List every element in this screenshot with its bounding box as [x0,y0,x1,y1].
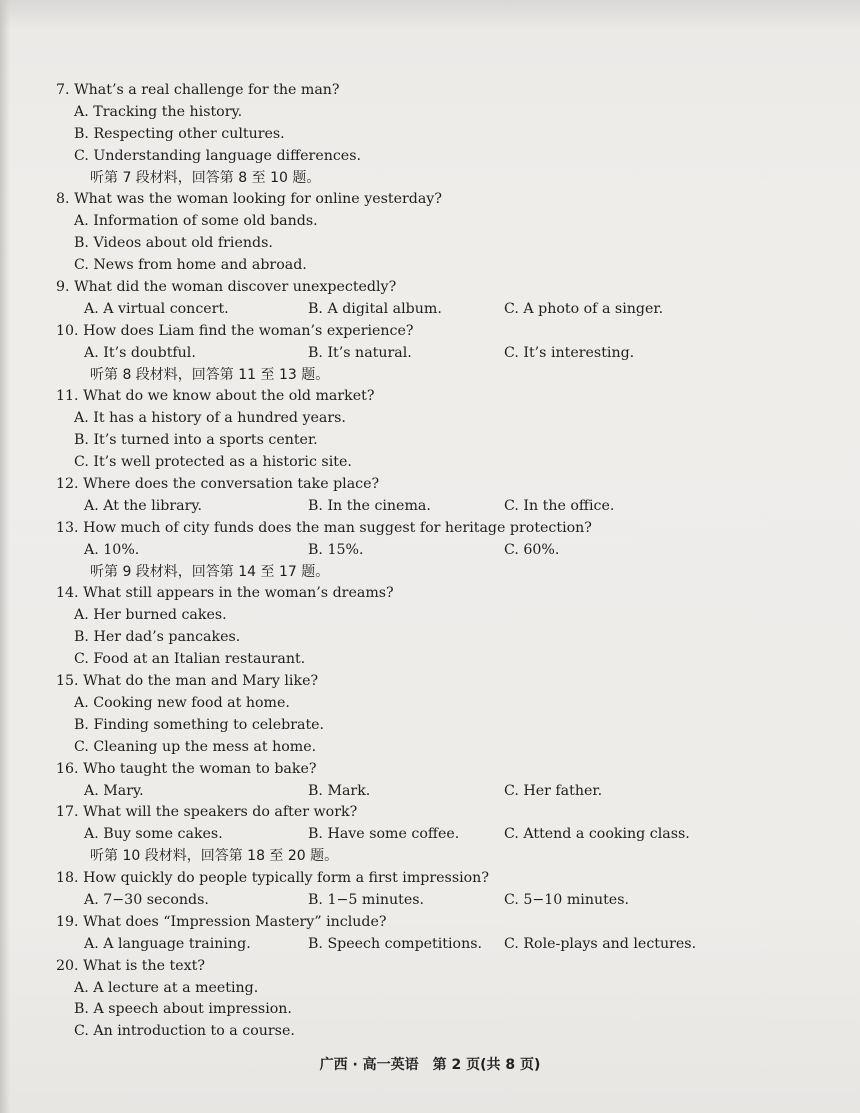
answer-option: C. An introduction to a course. [74,1023,295,1040]
answer-option: A. A language training. [84,935,251,952]
answer-option: A. Her burned cakes. [74,607,227,624]
question-number: 12. [56,476,79,493]
question-text: What do we know about the old market? [83,388,375,405]
question-number: 18. [56,870,79,887]
question-text: What does “Impression Mastery” include? [83,913,387,930]
answer-option: B. Speech competitions. [308,935,482,952]
question-text: What is the text? [83,957,205,974]
answer-option: C. A photo of a singer. [504,300,664,317]
option-row [56,540,696,562]
answer-option: C. Food at an Italian restaurant. [74,651,306,668]
question-text: How much of city funds does the man suggest for heritage protection? [83,519,592,536]
answer-option: C. Her father. [504,782,603,799]
answer-option: B. It’s turned into a sports center. [74,432,318,449]
answer-option: A. 10%. [84,541,140,558]
question-stem [56,802,696,824]
section-instruction: 听第 7 段材料，回答第 8 至 10 题。 [90,169,321,186]
question-text: What do the man and Mary like? [83,673,319,690]
option-row [56,890,696,912]
question-stem [56,189,696,211]
question-number: 17. [56,804,79,821]
answer-option: A. It has a history of a hundred years. [74,410,346,427]
question-number: 20. [56,957,79,974]
question-text: What did the woman discover unexpectedly? [74,279,397,296]
answer-option: C. Role-plays and lectures. [504,935,697,952]
question-number: 9. [56,279,70,296]
question-stem [56,912,696,934]
answer-option: C. News from home and abroad. [74,257,307,274]
answer-option: B. Her dad’s pancakes. [74,629,241,646]
answer-option: A. A virtual concert. [84,300,229,317]
question-text: Where does the conversation take place? [83,476,380,493]
answer-option: B. A speech about impression. [74,1001,292,1018]
question-stem [56,759,696,781]
question-text: Who taught the woman to bake? [83,760,317,777]
question-number: 8. [56,191,70,208]
answer-option: A. A lecture at a meeting. [74,979,259,996]
question-number: 11. [56,388,79,405]
option-row [56,934,696,956]
answer-option: B. 1−5 minutes. [308,891,425,908]
question-number: 7. [56,82,70,98]
section-instruction: 听第 8 段材料，回答第 11 至 13 题。 [90,366,330,383]
answer-option: A. Information of some old bands. [74,213,318,230]
question-stem [56,671,696,693]
answer-option: C. In the office. [504,497,615,514]
answer-option: A. It’s doubtful. [84,344,196,361]
answer-option: A. Tracking the history. [74,103,243,120]
question-number: 16. [56,760,79,777]
question-stem [56,956,696,978]
question-number: 15. [56,673,79,690]
answer-option: C. It’s well protected as a historic site. [74,454,352,471]
option-row [56,496,696,518]
question-stem [56,386,696,408]
question-stem [56,80,696,102]
answer-option: B. Finding something to celebrate. [74,716,325,733]
question-text: What’s a real challenge for the man? [74,82,340,98]
answer-option: B. 15%. [308,541,364,558]
answer-option: A. Mary. [84,782,144,799]
answer-option: B. Mark. [308,782,371,799]
section-instruction: 听第 9 段材料，回答第 14 至 17 题。 [90,563,330,580]
option-row [56,343,696,365]
question-text: What still appears in the woman’s dreams? [83,585,394,602]
answer-option: B. Videos about old friends. [74,235,273,252]
question-stem [56,518,696,540]
answer-option: B. Respecting other cultures. [74,125,285,142]
answer-option: A. 7−30 seconds. [84,891,209,908]
question-number: 14. [56,585,79,602]
question-number: 19. [56,913,79,930]
answer-option: B. Have some coffee. [308,826,460,843]
question-stem [56,474,696,496]
question-text: What was the woman looking for online yesterday? [74,191,442,208]
answer-option: B. In the cinema. [308,497,431,514]
question-text: What will the speakers do after work? [83,804,358,821]
question-stem [56,277,696,299]
answer-option: B. It’s natural. [308,344,412,361]
answer-option: C. Understanding language differences. [74,147,361,164]
question-stem [56,321,696,343]
question-stem [56,583,696,605]
answer-option: A. Buy some cakes. [84,826,223,843]
page-footer: 广西 · 高一英语 第 2 页(共 8 页) [319,1057,541,1073]
question-number: 13. [56,519,79,536]
answer-option: C. Attend a cooking class. [504,826,690,843]
option-row [56,781,696,803]
answer-option: A. At the library. [84,497,203,514]
answer-option: C. It’s interesting. [504,344,635,361]
question-list [56,80,696,1043]
answer-option: C. 5−10 minutes. [504,891,629,908]
question-stem [56,868,696,890]
answer-option: C. 60%. [504,541,560,558]
question-text: How quickly do people typically form a first impression? [83,870,489,887]
answer-option: C. Cleaning up the mess at home. [74,738,317,755]
option-row [56,299,696,321]
section-instruction: 听第 10 段材料，回答第 18 至 20 题。 [90,848,339,865]
answer-option: B. A digital album. [308,300,442,317]
question-text: How does Liam find the woman’s experience? [83,322,414,339]
question-number: 10. [56,322,79,339]
answer-option: A. Cooking new food at home. [74,694,290,711]
option-row [56,824,696,846]
